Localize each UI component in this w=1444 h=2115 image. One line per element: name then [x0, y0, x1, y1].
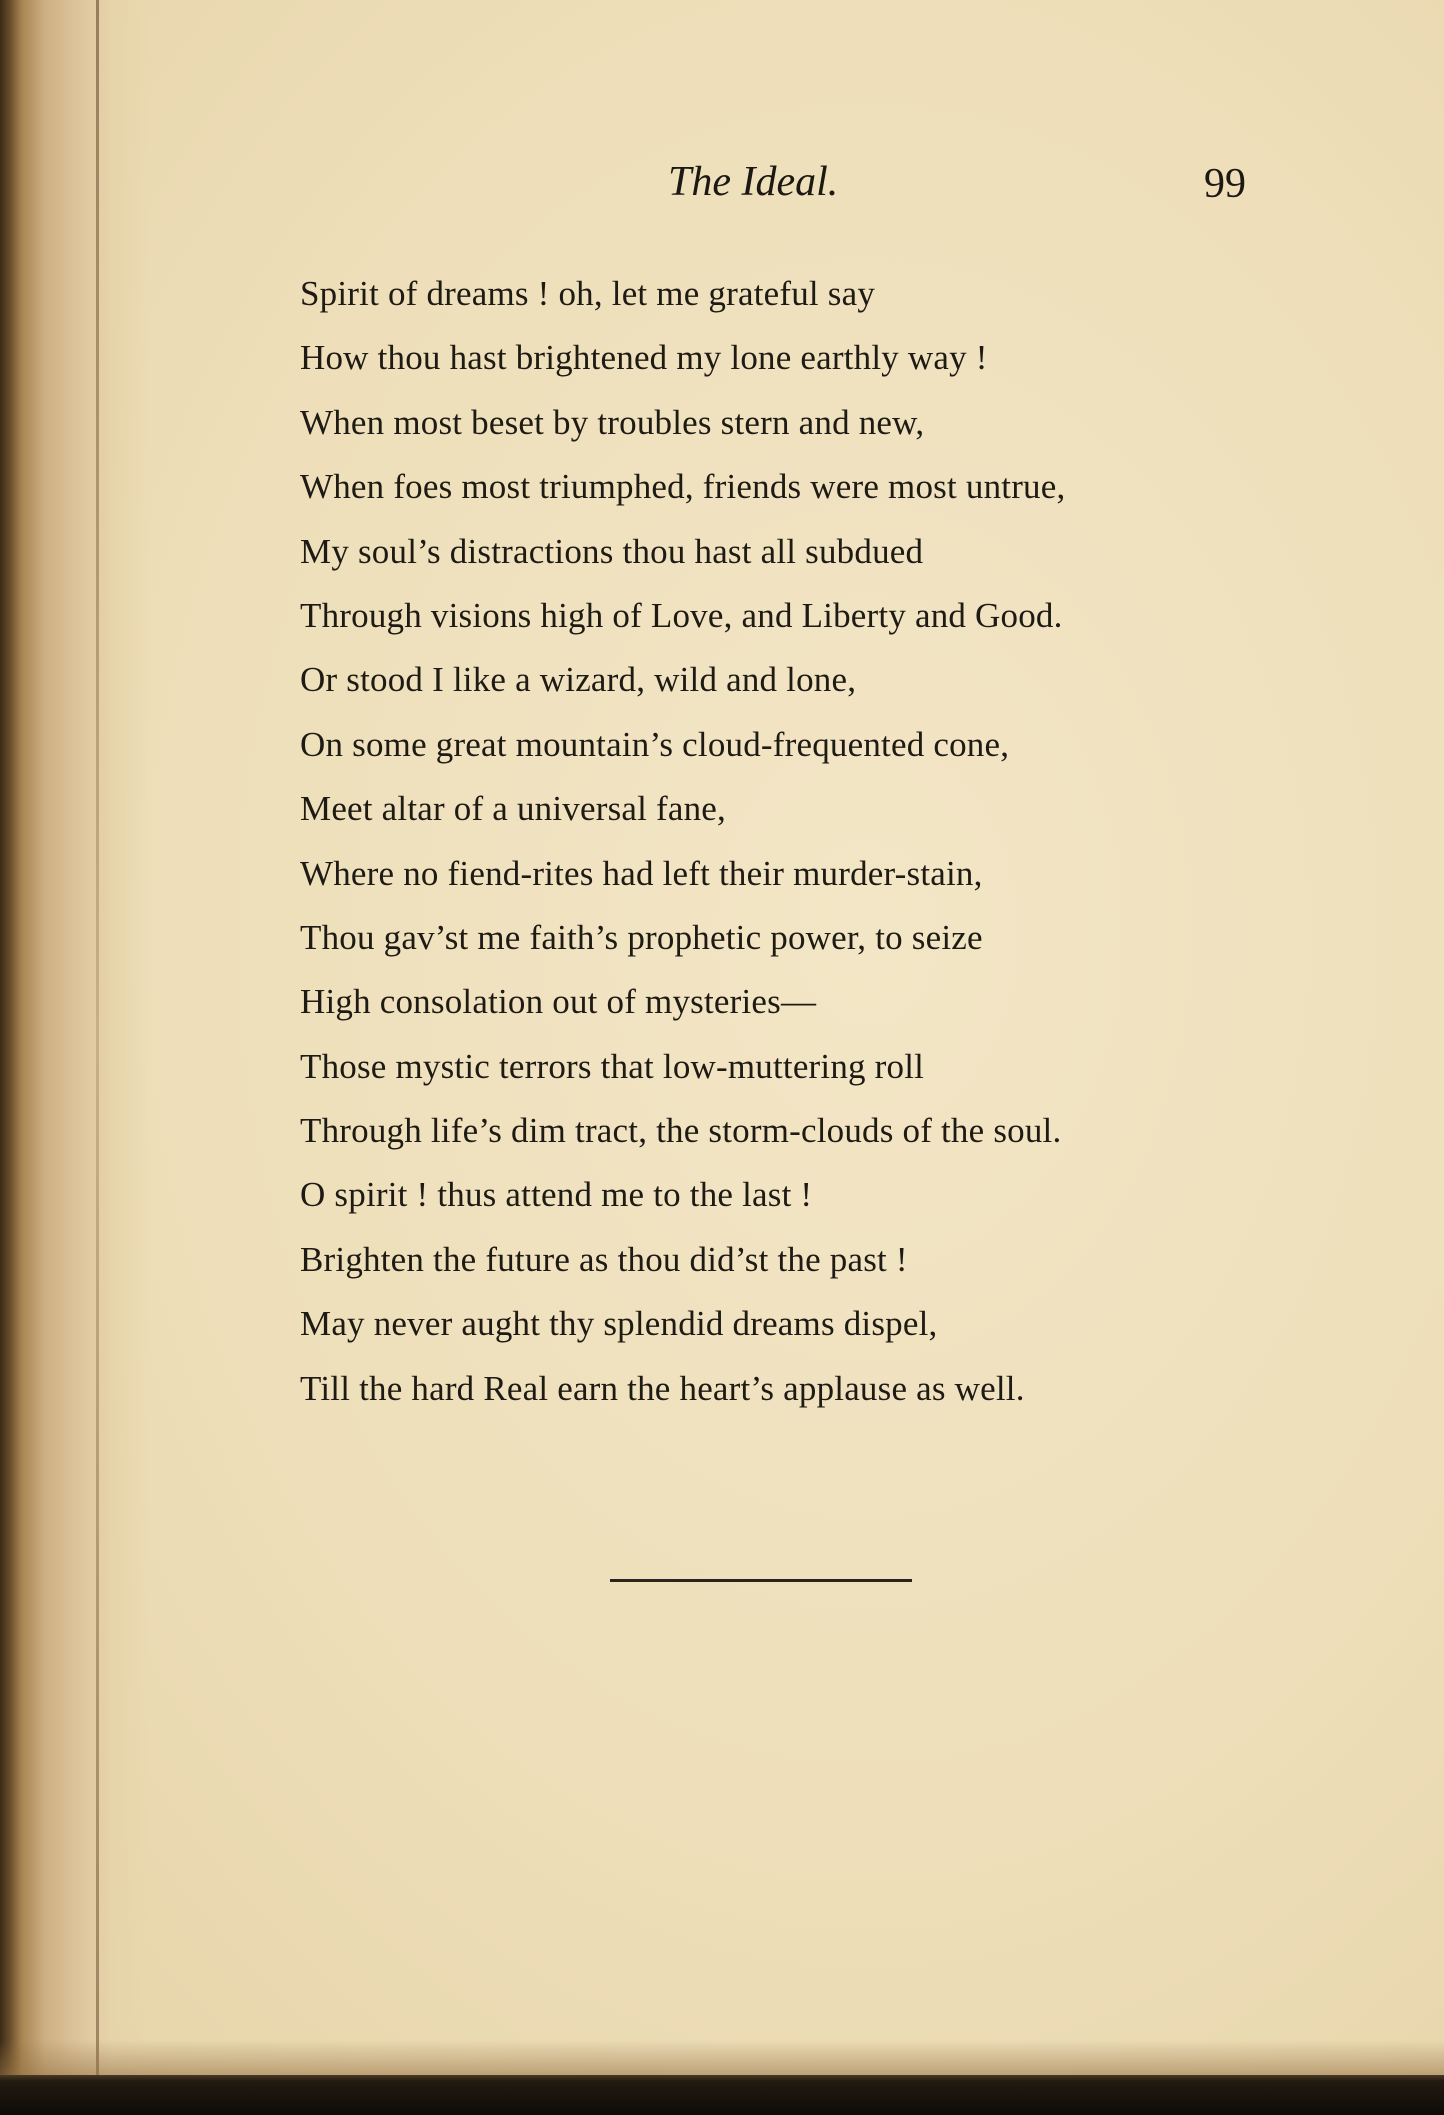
- poem-line: On some great mountain’s cloud-frequented cone,: [300, 724, 1010, 764]
- poem-line: Through visions high of Love, and Liberty and Good.: [300, 595, 1063, 635]
- poem-line: When foes most triumphed, friends were most untrue,: [300, 467, 1066, 507]
- poem-line: Brighten the future as thou did’st the past !: [300, 1239, 908, 1279]
- poem-line: Spirit of dreams ! oh, let me grateful say: [300, 274, 876, 313]
- poem-line: High consolation out of mysteries—: [300, 982, 817, 1022]
- poem-text: [300, 262, 1300, 1421]
- poem-line: Thou gav’st me faith’s prophetic power, to seize: [300, 917, 983, 957]
- poem-line: Through life’s dim tract, the storm-clouds of the soul.: [300, 1111, 1062, 1151]
- poem-line: How thou hast brightened my lone earthly way !: [300, 338, 988, 378]
- page-number: 99: [1204, 161, 1246, 207]
- poem-line: Till the hard Real earn the heart’s applause as well.: [300, 1368, 1025, 1408]
- poem-line: Or stood I like a wizard, wild and lone,: [300, 660, 857, 700]
- poem-line: May never aught thy splendid dreams dispel,: [300, 1304, 938, 1344]
- binding-crease: [96, 0, 99, 2075]
- scan-bottom-edge: [0, 2075, 1444, 2115]
- page-header: [0, 158, 1444, 218]
- poem-line: When most beset by troubles stern and new,: [300, 402, 925, 442]
- poem-line: My soul’s distractions thou hast all subdued: [300, 531, 924, 571]
- running-title: The Ideal.: [668, 159, 839, 205]
- poem-line: Meet altar of a universal fane,: [300, 789, 726, 829]
- page-gutter: [0, 0, 150, 2075]
- poem-line: Those mystic terrors that low-muttering roll: [300, 1046, 925, 1086]
- page-bottom-shade: [0, 2040, 1444, 2075]
- end-rule: [610, 1579, 912, 1582]
- poem-line: Where no fiend-rites had left their murder-stain,: [300, 853, 983, 893]
- poem-line: O spirit ! thus attend me to the last !: [300, 1175, 813, 1215]
